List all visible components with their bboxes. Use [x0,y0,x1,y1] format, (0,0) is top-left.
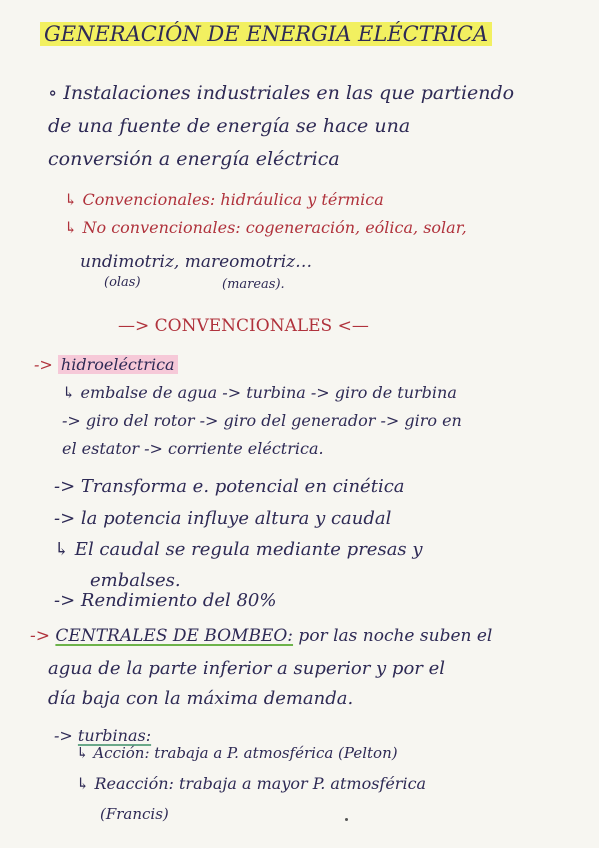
conventional-types: ↳ Convencionales: hidráulica y térmica [64,190,384,209]
hydro-point-2: -> la potencia influye altura y caudal [54,508,392,529]
section-heading: —> CONVENCIONALES <— [118,316,369,336]
hydro-process-1: ↳ embalse de agua -> turbina -> giro de turbina [62,383,457,402]
intro-line-2: de una fuente de energía se hace una [48,115,411,137]
hydro-process-3: el estator -> corriente eléctrica. [62,439,324,458]
turbinas-francis: (Francis) [100,805,169,823]
non-conventional-continued: undimotriz, mareomotriz… [80,252,313,272]
hydro-heading [34,357,178,373]
bombeo-text-1: por las noche suben el [293,626,493,646]
hydro-arrow: -> [34,355,53,374]
intro-line-3: conversión a energía eléctrica [48,148,340,170]
turbinas-reaccion: ↳ Reacción: trabaja a mayor P. atmosférica [76,774,427,793]
olas-note: (olas) [104,275,141,290]
intro-line-1: ∘ Instalaciones industriales en las que partiendo [48,82,515,104]
hydro-point-3: ↳ El caudal se regula mediante presas y [54,539,423,560]
bombeo-line-2: agua de la parte inferior a superior y por el [48,658,446,679]
bombeo-line-1 [30,628,492,645]
ink-dot [345,818,348,821]
hydro-point-3-continued: embalses. [90,570,181,591]
bombeo-label: CENTRALES DE BOMBEO: [55,626,294,646]
bombeo-arrow: -> [30,626,50,646]
title-highlight: GENERACIÓN DE ENERGIA ELÉCTRICA [40,22,492,46]
mareas-note: (mareas). [222,277,285,292]
page-title [40,24,492,45]
turbinas-accion: ↳ Acción: trabaja a P. atmosférica (Pelton) [76,744,398,762]
non-conventional-types: ↳ No convencionales: cogeneración, eólica, solar, [64,218,467,237]
turbinas-arrow: -> [54,726,73,745]
bombeo-line-3: día baja con la máxima demanda. [48,688,354,709]
turbinas-heading [54,728,151,744]
hydro-point-1: -> Transforma e. potencial en cinética [54,476,405,497]
hydro-label: hidroeléctrica [58,355,178,374]
turbinas-label: turbinas: [77,726,152,745]
hydro-process-2: -> giro del rotor -> giro del generador -> giro en [62,411,462,430]
hydro-point-4: -> Rendimiento del 80% [54,590,277,611]
